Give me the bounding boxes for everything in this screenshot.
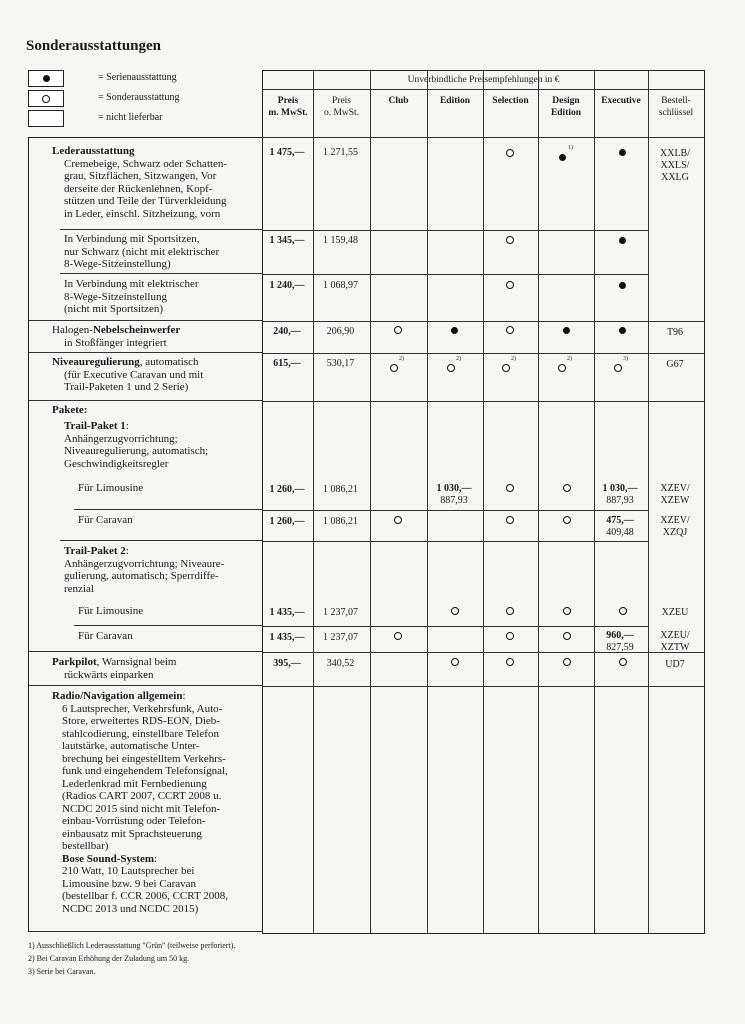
legend-box-circle	[28, 90, 64, 107]
order-code: XZEU	[661, 607, 689, 618]
price-band-header: Unverbindliche Preisempfehlungen in €	[407, 75, 560, 85]
executive-price: 1 030,— 887,93	[602, 483, 638, 506]
row-rule	[74, 509, 262, 510]
row-rule	[28, 320, 262, 321]
row-leder2-text: In Verbindung mit Sportsitzen, nur Schwarz (nicht mit elektrischer 8-Wege-Sitzeinstellung)	[64, 233, 220, 270]
row-rule	[28, 685, 262, 686]
col-divider	[538, 71, 539, 933]
circle-icon	[390, 364, 398, 372]
circle-icon	[506, 281, 514, 289]
trail1-limousine-label: Für Limousine	[78, 482, 144, 494]
row-rule	[263, 626, 648, 627]
col-divider	[370, 71, 371, 933]
row-nebel-text: Halogen-Nebelscheinwerfer in Stoßfänger integriert	[52, 324, 181, 349]
legend-box-dot	[28, 70, 64, 87]
circle-icon	[451, 658, 459, 666]
price-net: 1 271,55	[323, 147, 358, 158]
circle-icon	[506, 236, 514, 244]
col-divider	[313, 71, 314, 933]
order-code: XZEV/ XZQJ	[660, 515, 690, 538]
circle-icon	[563, 632, 571, 640]
col-divider	[648, 71, 649, 933]
circle-icon	[563, 607, 571, 615]
footnote-3: 3) Serie bei Caravan.	[28, 967, 96, 976]
row-rule	[60, 273, 262, 274]
circle-icon	[447, 364, 455, 372]
circle-icon	[563, 484, 571, 492]
col-header-net: Preis o. MwSt.	[323, 96, 360, 118]
price-net: 530,17	[326, 358, 355, 369]
circle-icon	[394, 632, 402, 640]
dot-icon	[559, 154, 566, 161]
circle-icon	[619, 658, 627, 666]
page-title: Sonderausstattungen	[26, 38, 162, 54]
selection-niveau-mark: 2)	[502, 359, 510, 377]
order-code: UD7	[665, 659, 685, 670]
price-net: 206,90	[326, 326, 355, 337]
row-rule	[263, 274, 648, 275]
price-gross: 240,—	[273, 326, 301, 337]
legend-label: = nicht lieferbar	[98, 112, 163, 123]
price-gross: 615,—	[273, 358, 301, 369]
row-leder3-text: In Verbindung mit elektrischer 8-Wege-Sitzeinstellung (nicht mit Sportsitzen)	[64, 278, 199, 315]
row-rule	[60, 229, 262, 230]
col-header-executive: Executive	[601, 96, 641, 106]
row-rule	[263, 510, 648, 511]
row-rule	[263, 230, 648, 231]
price-gross: 1 260,—	[269, 516, 305, 527]
order-code: T96	[666, 327, 684, 338]
trail1-text: Trail-Paket 1: Anhängerzugvorrichtung; Niveauregulierung, automatisch; Geschwindigkeitsregler	[64, 420, 209, 470]
row-radio-text: Radio/Navigation allgemein: 6 Lautsprecher, Verkehrsfunk, Auto- Store, erweitertes RDS-EON, Dieb- stahlcodierung, einstellbare Telefon lautstärke, automatische Unter- brechung bei eingestelltem Verkehrs- funk und eingehendem Telefonsignal, Lederlenkrad mit Fernbedienung (Radios CART 2007, CCRT 2008 u. NCDC 2015 sind nicht mit Telefon- einbau-Vorrüstung oder Telefon- einbausatz mit Sprachsteuerung bestellbar) Bose Sound-System: 210 Watt, 10 Lautsprecher bei Limousine bzw. 9 bei Caravan (bestellbar f. CCR 2006, CCRT 2008, NCDC 2013 und NCDC 2015)	[52, 690, 228, 915]
executive-price: 960,— 827,59	[606, 630, 634, 653]
dot-icon	[563, 327, 570, 334]
price-gross: 1 475,—	[269, 147, 305, 158]
price-net: 1 159,48	[323, 235, 358, 246]
edition-price: 1 030,— 887,93	[436, 483, 472, 506]
circle-icon	[394, 326, 402, 334]
price-gross: 1 345,—	[269, 235, 305, 246]
row-rule	[263, 353, 704, 354]
order-code: XXLB/ XXLS/ XXLG	[660, 148, 690, 183]
circle-icon	[506, 149, 514, 157]
order-code: XZEU/ XZTW	[660, 630, 690, 653]
price-net: 340,52	[326, 658, 355, 669]
circle-icon	[42, 95, 50, 103]
col-header-code: Bestell- schlüssel	[658, 96, 694, 118]
col-header-club: Club	[388, 96, 409, 106]
dot-icon	[619, 149, 626, 156]
left-edge	[28, 137, 29, 932]
circle-icon	[502, 364, 510, 372]
row-desc: Cremebeige, Schwarz oder Schatten- grau, Sitzflächen, Sitzwangen, Vor derseite der Rückenlehnen, Kopf- stützen und Teile der Türverkleidung in Leder, einschl. Sitzheizung, vorn	[64, 157, 228, 220]
legend-standard	[28, 70, 260, 90]
row-rule	[28, 931, 262, 932]
executive-price: 475,— 409,48	[606, 515, 634, 538]
price-net: 1 068,97	[323, 280, 358, 291]
row-leder-text	[52, 145, 262, 220]
row-park-text: Parkpilot, Warnsignal beim rückwärts einparken	[52, 656, 177, 681]
order-code: XZEV/ XZEW	[660, 483, 690, 506]
footnote-1: 1) Ausschließlich Lederausstattung "Grün" (teilweise perforiert).	[28, 941, 236, 950]
row-niveau-text: Niveauregulierung, automatisch (für Executive Caravan und mit Trail-Paketen 1 und 2 Serie)	[52, 356, 204, 393]
price-net: 1 237,07	[323, 632, 358, 643]
circle-icon	[506, 484, 514, 492]
circle-icon	[563, 658, 571, 666]
trail1-caravan-label: Für Caravan	[78, 514, 133, 526]
circle-icon	[506, 326, 514, 334]
legend-label: = Sonderausstattung	[98, 92, 180, 103]
col-header-edition: Edition	[439, 96, 471, 106]
design-leder-mark: 1)	[559, 148, 566, 166]
trail2-caravan-label: Für Caravan	[78, 630, 133, 642]
trail2-limousine-label: Für Limousine	[78, 605, 144, 617]
row-rule	[28, 400, 262, 401]
row-rule	[28, 352, 262, 353]
circle-icon	[506, 607, 514, 615]
legend-optional	[28, 90, 260, 110]
row-rule	[28, 651, 262, 652]
dot-icon	[619, 327, 626, 334]
row-rule	[60, 540, 262, 541]
legend-label: = Serienausstattung	[98, 72, 177, 83]
col-header-gross: Preis m. MwSt.	[268, 96, 308, 118]
dot-icon	[451, 327, 458, 334]
executive-niveau-mark: 3)	[614, 359, 622, 377]
row-rule	[263, 541, 648, 542]
dot-icon	[619, 282, 626, 289]
circle-icon	[451, 607, 459, 615]
col-divider	[483, 71, 484, 933]
row-title: Lederausstattung	[52, 145, 135, 157]
price-net: 1 086,21	[323, 516, 358, 527]
circle-icon	[619, 607, 627, 615]
circle-icon	[614, 364, 622, 372]
footnote-2: 2) Bei Caravan Erhöhung der Zuladung um 50 kg.	[28, 954, 190, 963]
legend-unavailable	[28, 110, 260, 130]
price-gross: 395,—	[273, 658, 301, 669]
row-rule	[263, 401, 704, 402]
price-net: 1 237,07	[323, 607, 358, 618]
dot-icon	[43, 75, 50, 82]
price-net: 1 086,21	[323, 484, 358, 495]
price-gross: 1 240,—	[269, 280, 305, 291]
price-gross: 1 435,—	[269, 632, 305, 643]
circle-icon	[558, 364, 566, 372]
row-rule	[263, 686, 704, 687]
edition-niveau-mark: 2)	[447, 359, 455, 377]
dot-icon	[619, 237, 626, 244]
col-header-design: Design Edition	[550, 96, 582, 118]
legend-box-empty	[28, 110, 64, 127]
price-gross: 1 435,—	[269, 607, 305, 618]
row-rule	[263, 321, 704, 322]
circle-icon	[563, 516, 571, 524]
row-rule	[74, 625, 262, 626]
order-code: G67	[666, 359, 684, 370]
left-divider	[28, 137, 262, 138]
price-gross: 1 260,—	[269, 484, 305, 495]
circle-icon	[394, 516, 402, 524]
col-header-selection: Selection	[492, 96, 529, 106]
design-niveau-mark: 2)	[558, 359, 566, 377]
circle-icon	[506, 516, 514, 524]
circle-icon	[506, 632, 514, 640]
section-pakete: Pakete:	[52, 404, 88, 416]
club-niveau-mark: 2)	[390, 359, 398, 377]
trail2-text: Trail-Paket 2: Anhängerzugvorrichtung; Niveaure- gulierung, automatisch; Sperrdiffe- renzial	[64, 545, 225, 595]
legend	[28, 70, 260, 130]
circle-icon	[506, 658, 514, 666]
